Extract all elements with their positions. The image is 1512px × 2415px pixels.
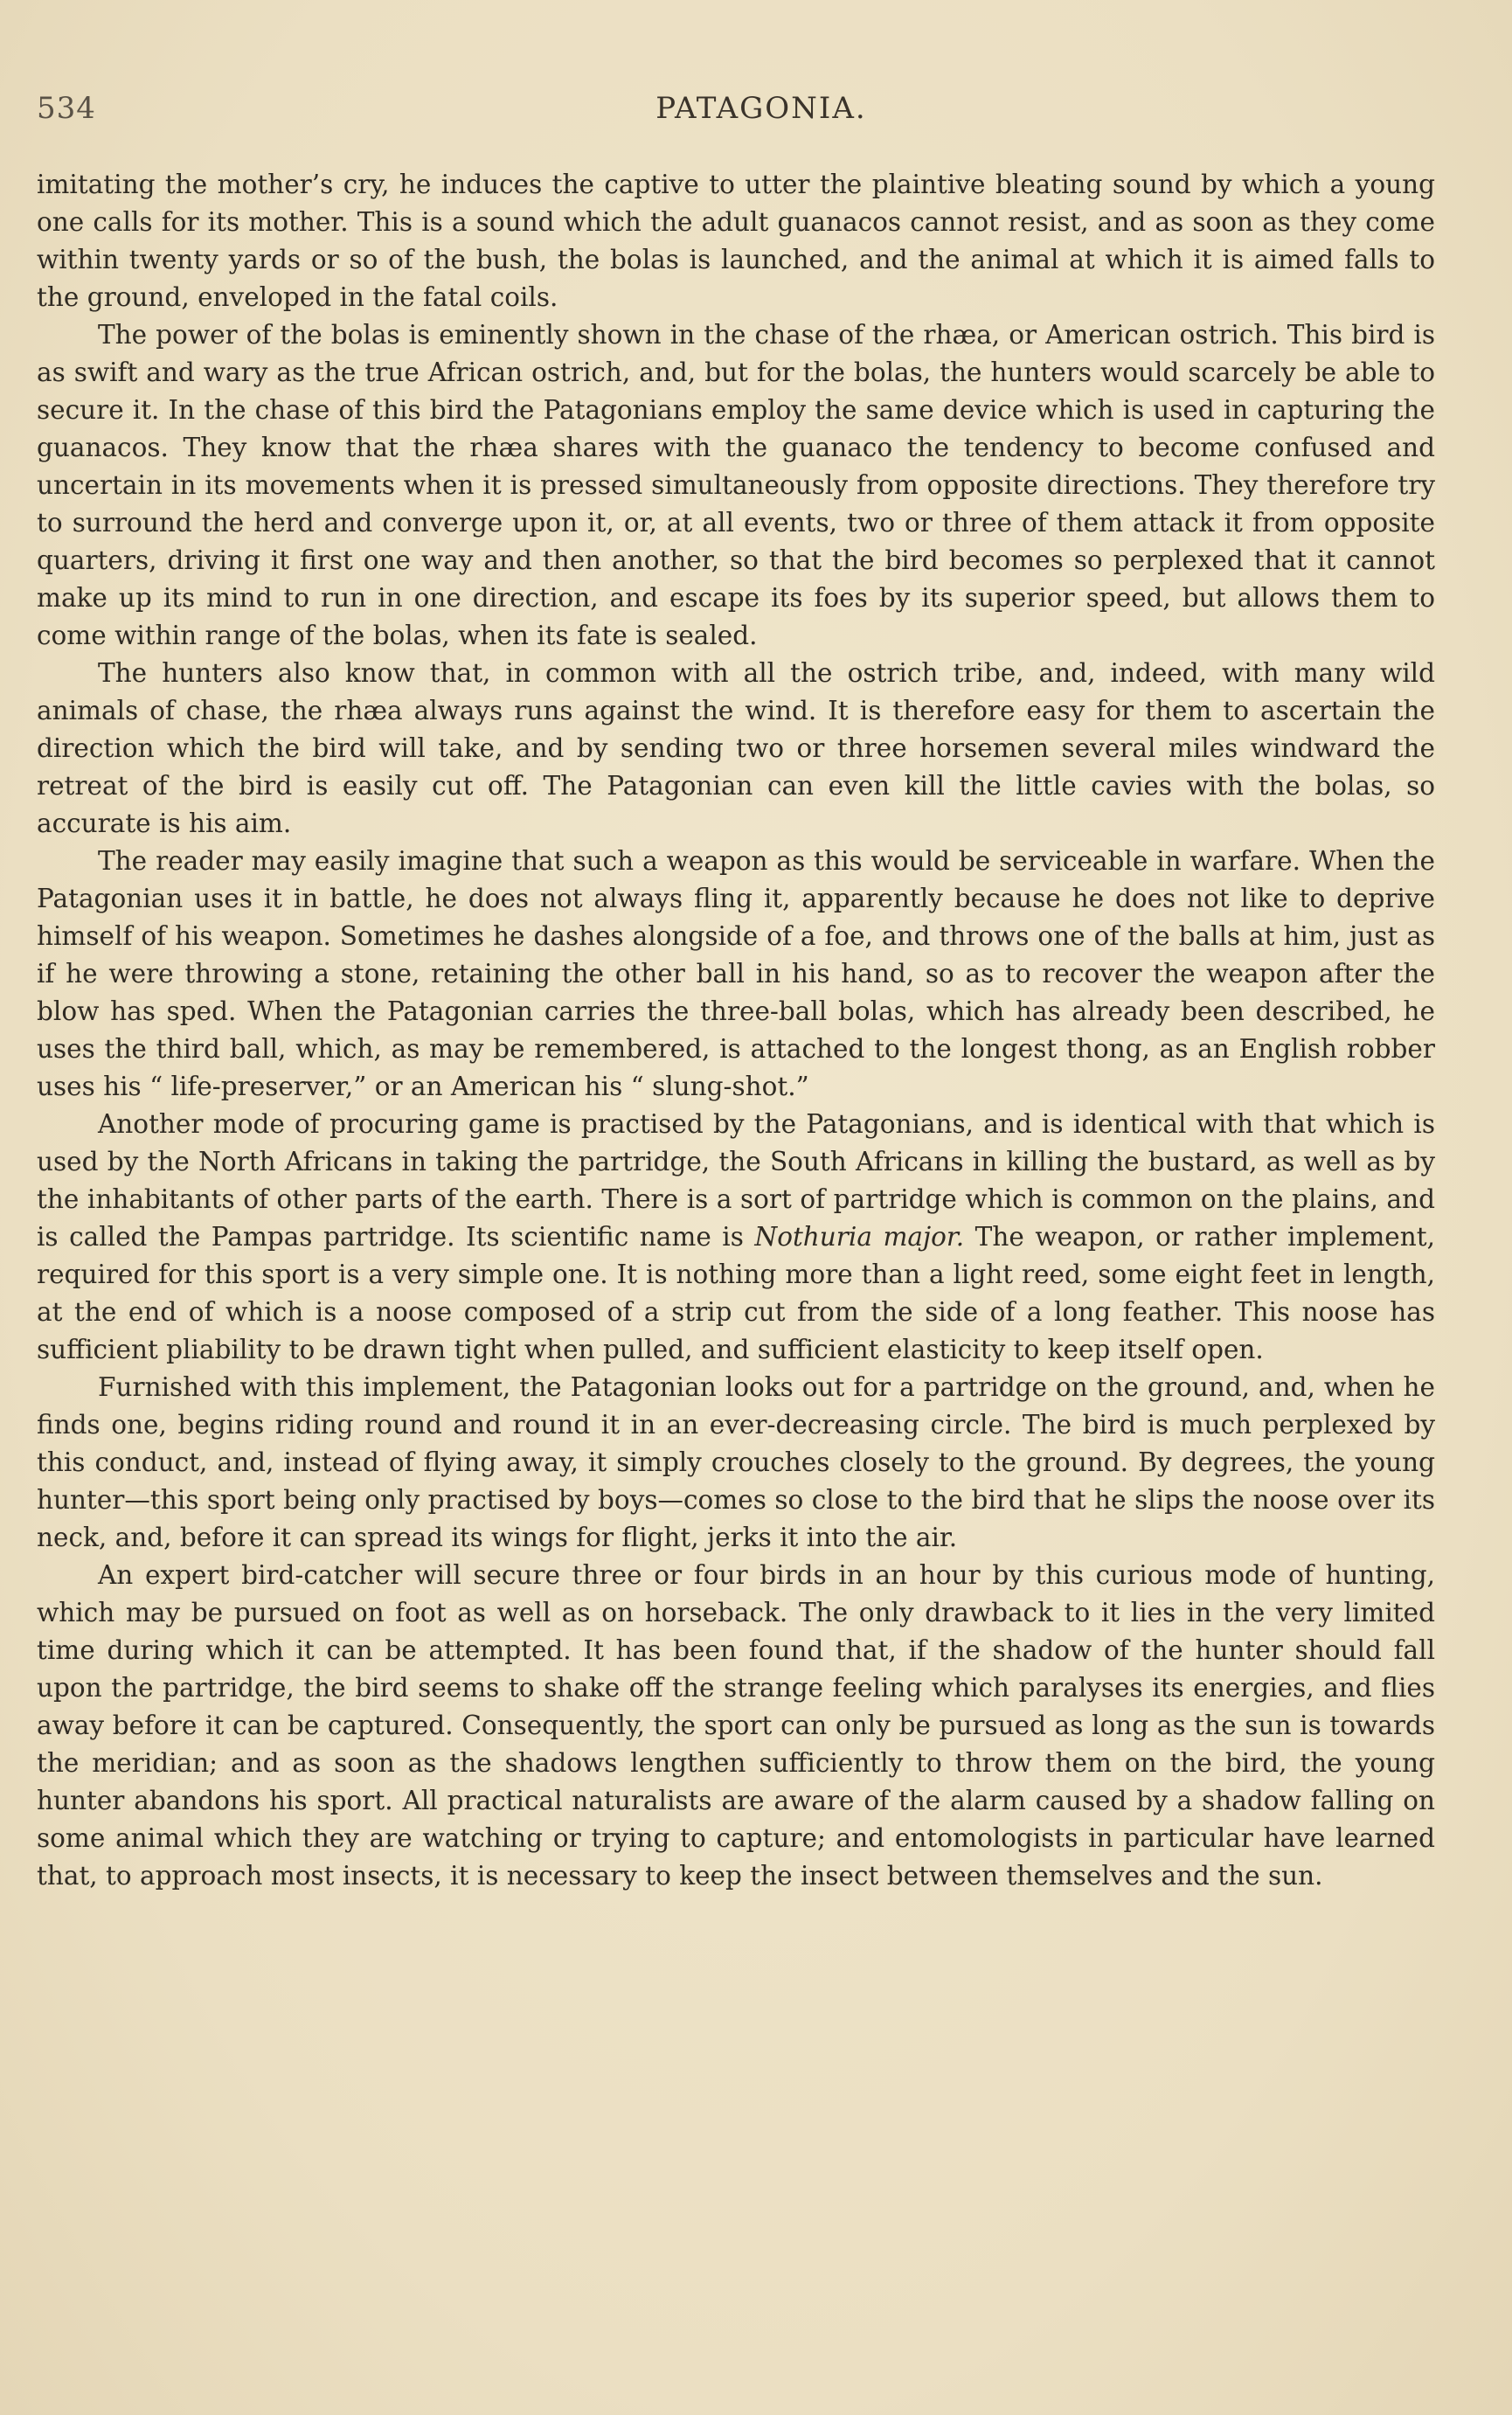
paragraph-5-text-start: Another mode of procuring game is practised by the Patagonians, and is identical with that which is used by the North Africans in taking the partridge, the South Africans in killing the bustard, as well as by the inhabitants of other parts of the earth. There is a sort of partridge which is common on the plains, and is called the Pampas partridge. Its scientific name is [37,1109,1435,1252]
scientific-name: Nothuria major. [754,1222,965,1252]
paragraph-6: Furnished with this implement, the Patagonian looks out for a partridge on the ground, and, when he finds one, begins riding round and round it in an ever-decreasing circle. The bird is much perplexed by this conduct, and, instead of flying away, it simply crouches closely to the ground. By degrees, the young hunter—this sport being only practised by boys—comes so close to the bird that he slips the noose over its neck, and, before it can spread its wings for flight, jerks it into the air. [37,1372,1435,1552]
paragraph-7: An expert bird-catcher will secure three or four birds in an hour by this curious mode of hunting, which may be pursued on foot as well as on horseback. The only drawback to it lies in the very limited time during which it can be attempted. It has been found that, if the shadow of the hunter should fall upon the partridge, the bird seems to shake off the strange feeling which paralyses its energies, and flies away before it can be captured. Consequently, the sport can only be pursued as long as the sun is towards the meridian; and as soon as the shadows lengthen sufficiently to throw them on the bird, the young hunter abandons his sport. All practical naturalists are aware of the alarm caused by a shadow falling on some animal which they are watching or trying to capture; and entomologists in particular have learned that, to approach most insects, it is necessary to keep the insect between themselves and the sun. [37,1560,1435,1891]
paragraph-5 [37,1106,1435,1369]
running-head [37,91,1433,135]
body-text [37,166,1435,1895]
running-title: PATAGONIA. [655,91,867,126]
paragraph-3: The hunters also know that, in common with all the ostrich tribe, and, indeed, with many wild animals of chase, the rhæa always runs against the wind. It is therefore easy for them to ascertain the direction which the bird will take, and by sending two or three horsemen several miles windward the retreat of the bird is easily cut off. The Patagonian can even kill the little cavies with the bolas, so accurate is his aim. [37,658,1435,838]
page-number: 534 [37,91,96,126]
paragraph-4: The reader may easily imagine that such a weapon as this would be serviceable in warfare. When the Patagonian uses it in battle, he does not always fling it, apparently because he does not like to deprive himself of his weapon. Sometimes he dashes alongside of a foe, and throws one of the balls at him, just as if he were throwing a stone, retaining the other ball in his hand, so as to recover the weapon after the blow has sped. When the Patagonian carries the three-ball bolas, which has already been described, he uses the third ball, which, as may be remembered, is attached to the longest thong, as an English robber uses his “ life-preserver,” or an American his “ slung-shot.” [37,846,1435,1101]
paragraph-2: The power of the bolas is eminently shown in the chase of the rhæa, or American ostrich. This bird is as swift and wary as the true African ostrich, and, but for the bolas, the hunters would scarcely be able to secure it. In the chase of this bird the Patagonians employ the same device which is used in capturing the guanacos. They know that the rhæa shares with the guanaco the tendency to become confused and uncertain in its movements when it is pressed simultaneously from opposite directions. They therefore try to surround the herd and converge upon it, or, at all events, two or three of them attack it from opposite quarters, driving it first one way and then another, so that the bird becomes so perplexed that it cannot make up its mind to run in one direction, and escape its foes by its superior speed, but allows them to come within range of the bolas, when its fate is sealed. [37,320,1435,650]
paragraph-5-text-end: The weapon, or rather implement, required for this sport is a very simple one. It is nothing more than a light reed, some eight feet in length, at the end of which is a noose composed of a strip cut from the side of a long feather. This noose has sufficient pliability to be drawn tight when pulled, and sufficient elasticity to keep itself open. [37,1222,1435,1364]
paragraph-1: imitating the mother’s cry, he induces the captive to utter the plaintive bleating sound by which a young one calls for its mother. This is a sound which the adult guanacos cannot resist, and as soon as they come within twenty yards or so of the bush, the bolas is launched, and the animal at which it is aimed falls to the ground, enveloped in the fatal coils. [37,170,1435,312]
